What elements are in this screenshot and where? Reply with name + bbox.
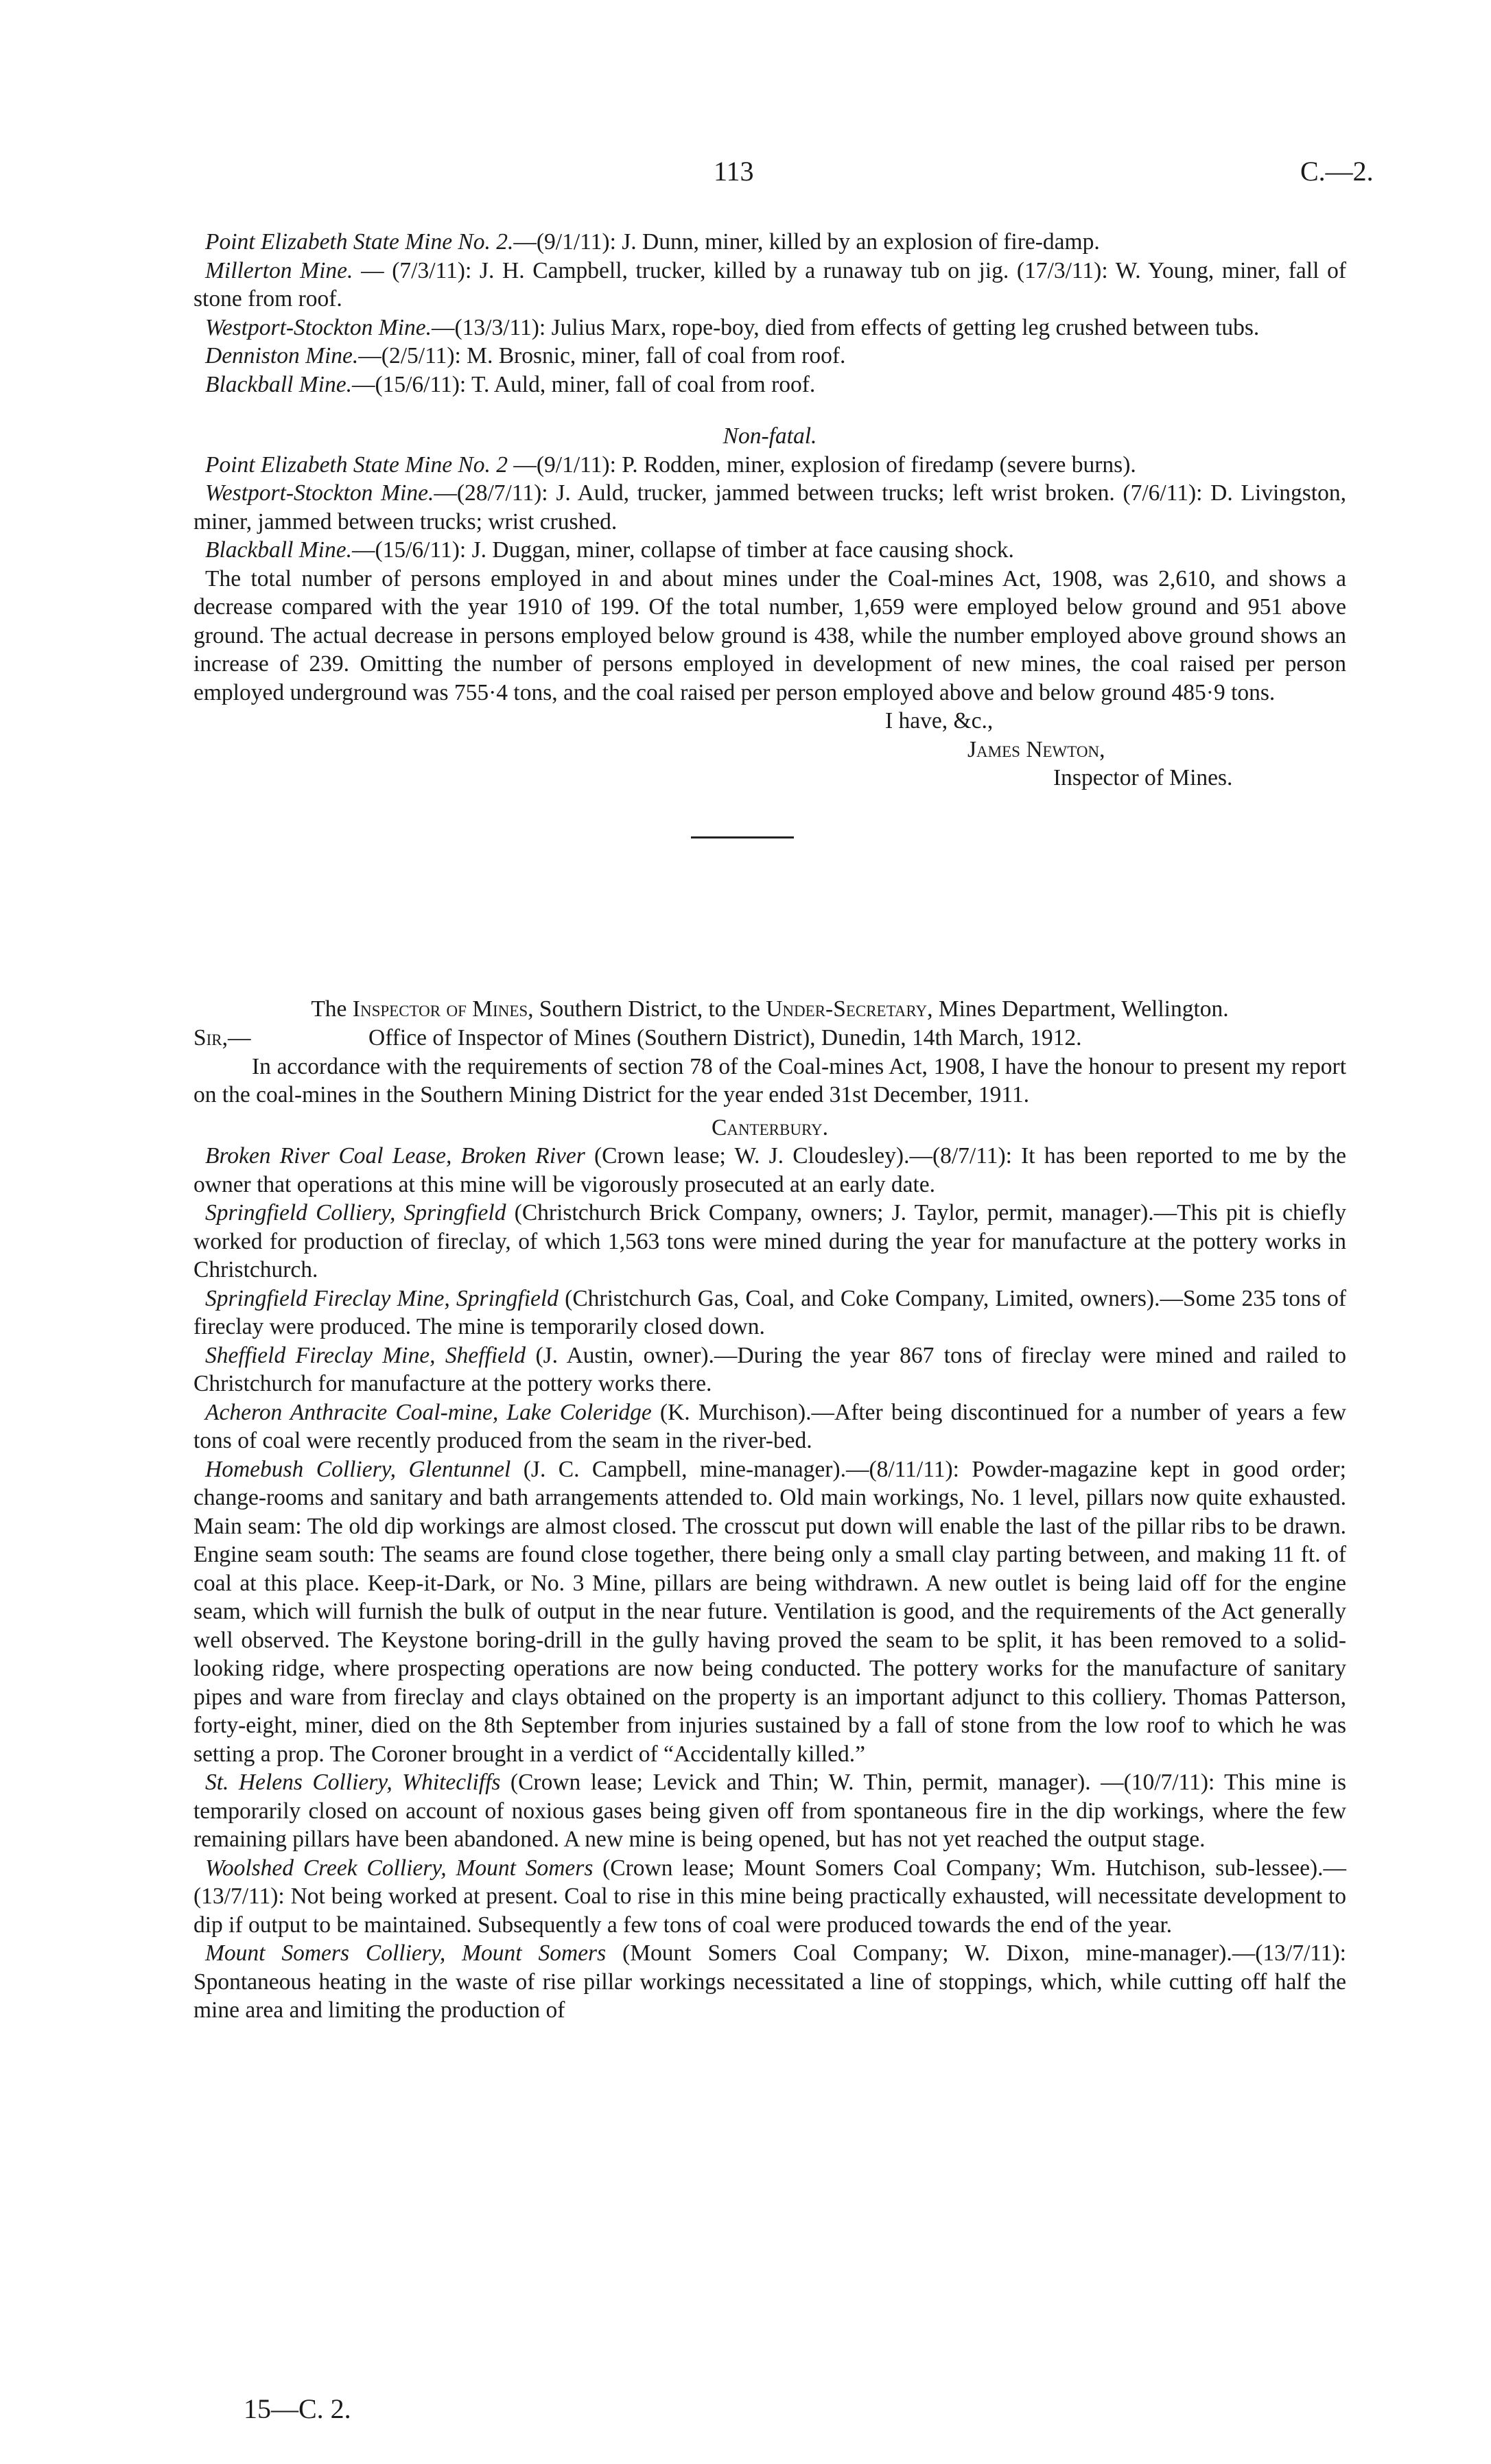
summary-paragraph: The total number of persons employed in and about mines under the Coal-mines Act, 1908, was 2,610, and shows a decrease compared with the year 1910 of 199. Of the total number, 1,659 were employed below ground and 951 above ground. The actual decrease in persons employed below ground is 438, while the number employed above ground shows an increase of 239. Omitting the number of persons employed in development of new mines, the coal raised per person employed underground was 755·4 tons, and the coal raised per person employed above and below ground 485·9 tons.	[193, 565, 1346, 705]
signature-title: Inspector of Mines.	[1053, 765, 1233, 790]
signature-closing: I have, &c.,	[885, 708, 994, 734]
nonfatal-heading: Non-fatal.	[723, 423, 817, 449]
address-line: The Inspector of Mines, Southern District, to the Under-Secretary, Mines Department, Wellington.	[311, 996, 1229, 1022]
fatal-entry: Point Elizabeth State Mine No. 2.—(9/1/11): J. Dunn, miner, killed by an explosion of fire-damp.	[205, 229, 1100, 255]
mine-entry: Broken River Coal Lease, Broken River (Crown lease; W. J. Cloudesley).—(8/7/11): It has been reported to me by the owner that operations at this mine will be vigorously prosecuted at an early date.	[193, 1143, 1346, 1197]
nonfatal-entry: Point Elizabeth State Mine No. 2 —(9/1/11): P. Rodden, miner, explosion of firedamp (severe burns).	[205, 451, 1136, 478]
mine-entry: Mount Somers Colliery, Mount Somers (Mount Somers Coal Company; W. Dixon, mine-manager).—(13/7/11): Spontaneous heating in the waste of rise pillar workings necessitated a line of stoppings, which, while cutting off half the mine area and limiting the production of	[193, 1940, 1346, 2023]
divider-rule	[691, 836, 794, 838]
fatal-entry: Denniston Mine.—(2/5/11): M. Brosnic, miner, fall of coal from roof.	[205, 343, 846, 368]
report-section	[193, 995, 1346, 2025]
page-header	[0, 155, 1491, 196]
document-reference: C.—2.	[1300, 156, 1374, 187]
mine-entry: St. Helens Colliery, Whitecliffs (Crown lease; Levick and Thin; W. Thin, permit, manager). —(10/7/11): This mine is temporarily closed on account of noxious gases being given off from spontaneous fire in the dip workings, where the few remaining pillars have been abandoned. A new mine is being opened, but has not yet reached the output stage.	[193, 1770, 1346, 1852]
office-line: Office of Inspector of Mines (Southern District), Dunedin, 14th March, 1912.	[368, 1024, 1082, 1051]
nonfatal-entry: Blackball Mine.—(15/6/11): J. Duggan, miner, collapse of timber at face causing shock.	[205, 537, 1014, 563]
accidents-section	[193, 228, 1346, 852]
mine-entry: Acheron Anthracite Coal-mine, Lake Coleridge (K. Murchison).—After being discontinued for a number of years a few tons of coal were recently produced from the seam in the river-bed.	[193, 1399, 1347, 1453]
mine-entry: Springfield Colliery, Springfield (Christchurch Brick Company, owners; J. Taylor, permit, manager).—This pit is chiefly worked for production of fireclay, of which 1,563 tons were mined during the year for manufacture at the pottery works in Christchurch.	[193, 1200, 1347, 1282]
fatal-entry: Millerton Mine. — (7/3/11): J. H. Campbell, trucker, killed by a runaway tub on jig. (17/3/11): W. Young, miner, fall of stone from roof.	[193, 257, 1346, 312]
section-heading: Canterbury.	[711, 1114, 828, 1140]
page-footer: 15—C. 2.	[244, 2393, 351, 2424]
mine-entry: Sheffield Fireclay Mine, Sheffield (J. Austin, owner).—During the year 867 tons of fireclay were mined and railed to Christchurch for manufacture at the pottery works there.	[193, 1342, 1347, 1396]
nonfatal-entry: Westport-Stockton Mine.—(28/7/11): J. Auld, trucker, jammed between trucks; left wrist broken. (7/6/11): D. Livingston, miner, jammed between trucks; wrist crushed.	[193, 480, 1346, 535]
mine-entry: Springfield Fireclay Mine, Springfield (Christchurch Gas, Coal, and Coke Company, Limited, owners).—Some 235 tons of fireclay were produced. The mine is temporarily closed down.	[193, 1285, 1346, 1339]
signature-name: James Newton,	[967, 736, 1105, 762]
mine-entry: Homebush Colliery, Glentunnel (J. C. Campbell, mine-manager).—(8/11/11): Powder-magazine kept in good order; change-rooms and sanitary and bath arrangements attended to. Old main workings, No. 1 level, pillars now quite exhausted. Main seam: The old dip workings are almost closed. The crosscut put down will enable the last of the pillar ribs to be drawn. Engine seam south: The seams are found close together, there being only a small clay parting between, and making 11 ft. of coal at this place. Keep-it-Dark, or No. 3 Mine, pillars are being withdrawn. A new outlet is being laid off for the engine seam, which will furnish the bulk of output in the near future. Ventilation is good, and the requirements of the Act generally well observed. The Keystone boring-drill in the gully having proved the seam to be split, it has been removed to a solid-looking ridge, where prospecting operations are now being conducted. The pottery works for the manufacture of sanitary pipes and ware from fireclay and clays obtained on the property is an important adjunct to this colliery. Thomas Patterson, forty-eight, miner, died on the 8th September from injuries sustained by a fall of stone from the low roof to which he was setting a prop. The Coroner brought in a verdict of “Accidentally killed.”	[193, 1456, 1346, 1767]
salutation-line	[193, 1024, 1346, 1053]
fatal-entry: Westport-Stockton Mine.—(13/3/11): Julius Marx, rope-boy, died from effects of getting leg crushed between tubs.	[205, 314, 1260, 340]
section-divider	[193, 828, 1346, 852]
page-number: 113	[714, 156, 754, 187]
fatal-entry: Blackball Mine.—(15/6/11): T. Auld, miner, fall of coal from roof.	[205, 371, 816, 397]
salutation: Sir,—	[193, 1024, 251, 1051]
mine-entry: Woolshed Creek Colliery, Mount Somers (Crown lease; Mount Somers Coal Company; Wm. Hutchison, sub-lessee).—(13/7/11): Not being worked at present. Coal to rise in this mine being practically exhausted, will necessitate development to dip if output to be maintained. Subsequently a few tons of coal were produced towards the end of the year.	[193, 1855, 1346, 1938]
intro-paragraph: In accordance with the requirements of section 78 of the Coal-mines Act, 1908, I have the honour to present my report on the coal-mines in the Southern Mining District for the year ended 31st December, 1911.	[193, 1053, 1346, 1107]
